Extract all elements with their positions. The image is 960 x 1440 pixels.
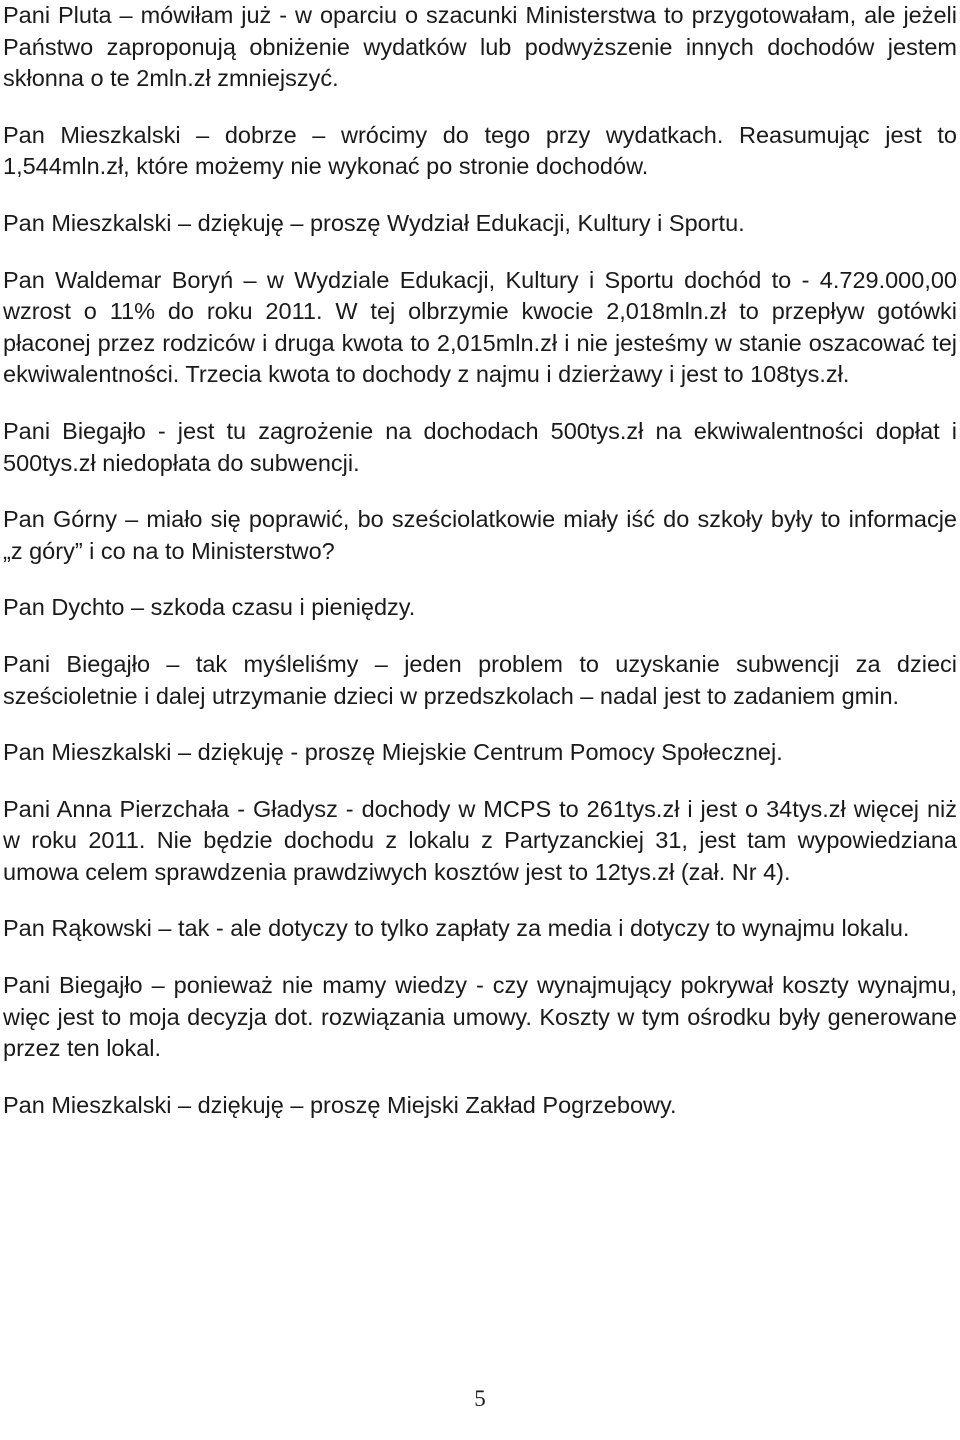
paragraph-biegajlo-2: Pani Biegajło – tak myśleliśmy – jeden problem to uzyskanie subwencji za dzieci sześcioletnie i dalej utrzymanie dzieci w przedszkolach – nadal jest to zadaniem gmin. [3,650,957,709]
page-number: 5 [474,1386,486,1411]
document-body [3,0,957,1146]
paragraph-rakowski: Pan Rąkowski – tak - ale dotyczy to tylko zapłaty za media i dotyczy to wynajmu lokalu. [3,915,910,942]
paragraph-biegajlo-3: Pani Biegajło – ponieważ nie mamy wiedzy - czy wynajmujący pokrywał koszty wynajmu, więc jest to moja decyzja dot. rozwiązania umowy. Koszty w tym ośrodku były generowane przez ten lokal. [3,972,957,1062]
paragraph-mieszkalski-4: Pan Mieszkalski – dziękuję – proszę Miejski Zakład Pogrzebowy. [3,1091,677,1118]
paragraph-pierzchala: Pani Anna Pierzchała - Gładysz - dochody w MCPS to 261tys.zł i jest o 34tys.zł więcej niż w roku 2011. Nie będzie dochodu z lokalu z Partyzanckiej 31, jest tam wypowiedziana umowa celem sprawdzenia prawdziwych kosztów jest to 12tys.zł (zał. Nr 4). [3,795,957,885]
paragraph-gorny: Pan Górny – miało się poprawić, bo sześciolatkowie miały iść do szkoły były to informacje „z góry” i co na to Ministerstwo? [3,506,957,564]
paragraph-pluta: Pani Pluta – mówiłam już - w oparciu o szacunki Ministerstwa to przygotowałam, ale jeżeli Państwo zaproponują obniżenie wydatków lub podwyższenie innych dochodów jestem skłonna o te 2mln.zł zmniejszyć. [3,2,957,92]
paragraph-biegajlo-1: Pani Biegajło - jest tu zagrożenie na dochodach 500tys.zł na ekwiwalentności dopłat i 500tys.zł niedopłata do subwencji. [3,417,957,476]
paragraph-mieszkalski-3: Pan Mieszkalski – dziękuję - proszę Miejskie Centrum Pomocy Społecznej. [3,739,783,766]
paragraph-dychto: Pan Dychto – szkoda czasu i pieniędzy. [3,594,416,621]
paragraph-mieszkalski-1: Pan Mieszkalski – dobrze – wrócimy do tego przy wydatkach. Reasumując jest to 1,544mln.zł, które możemy nie wykonać po stronie dochodów. [3,121,957,180]
paragraph-boryn: Pan Waldemar Boryń – w Wydziale Edukacji, Kultury i Sportu dochód to - 4.729.000,00 wzrost o 11% do roku 2011. W tej olbrzymie kwocie 2,018mln.zł to przepływ gotówki płaconej przez rodziców i druga kwota to 2,015mln.zł i nie jesteśmy w stanie oszacować tej ekwiwalentności. Trzecia kwota to dochody z najmu i dzierżawy i jest to 108tys.zł. [3,266,957,388]
paragraph-mieszkalski-2: Pan Mieszkalski – dziękuję – proszę Wydział Edukacji, Kultury i Sportu. [3,209,745,236]
